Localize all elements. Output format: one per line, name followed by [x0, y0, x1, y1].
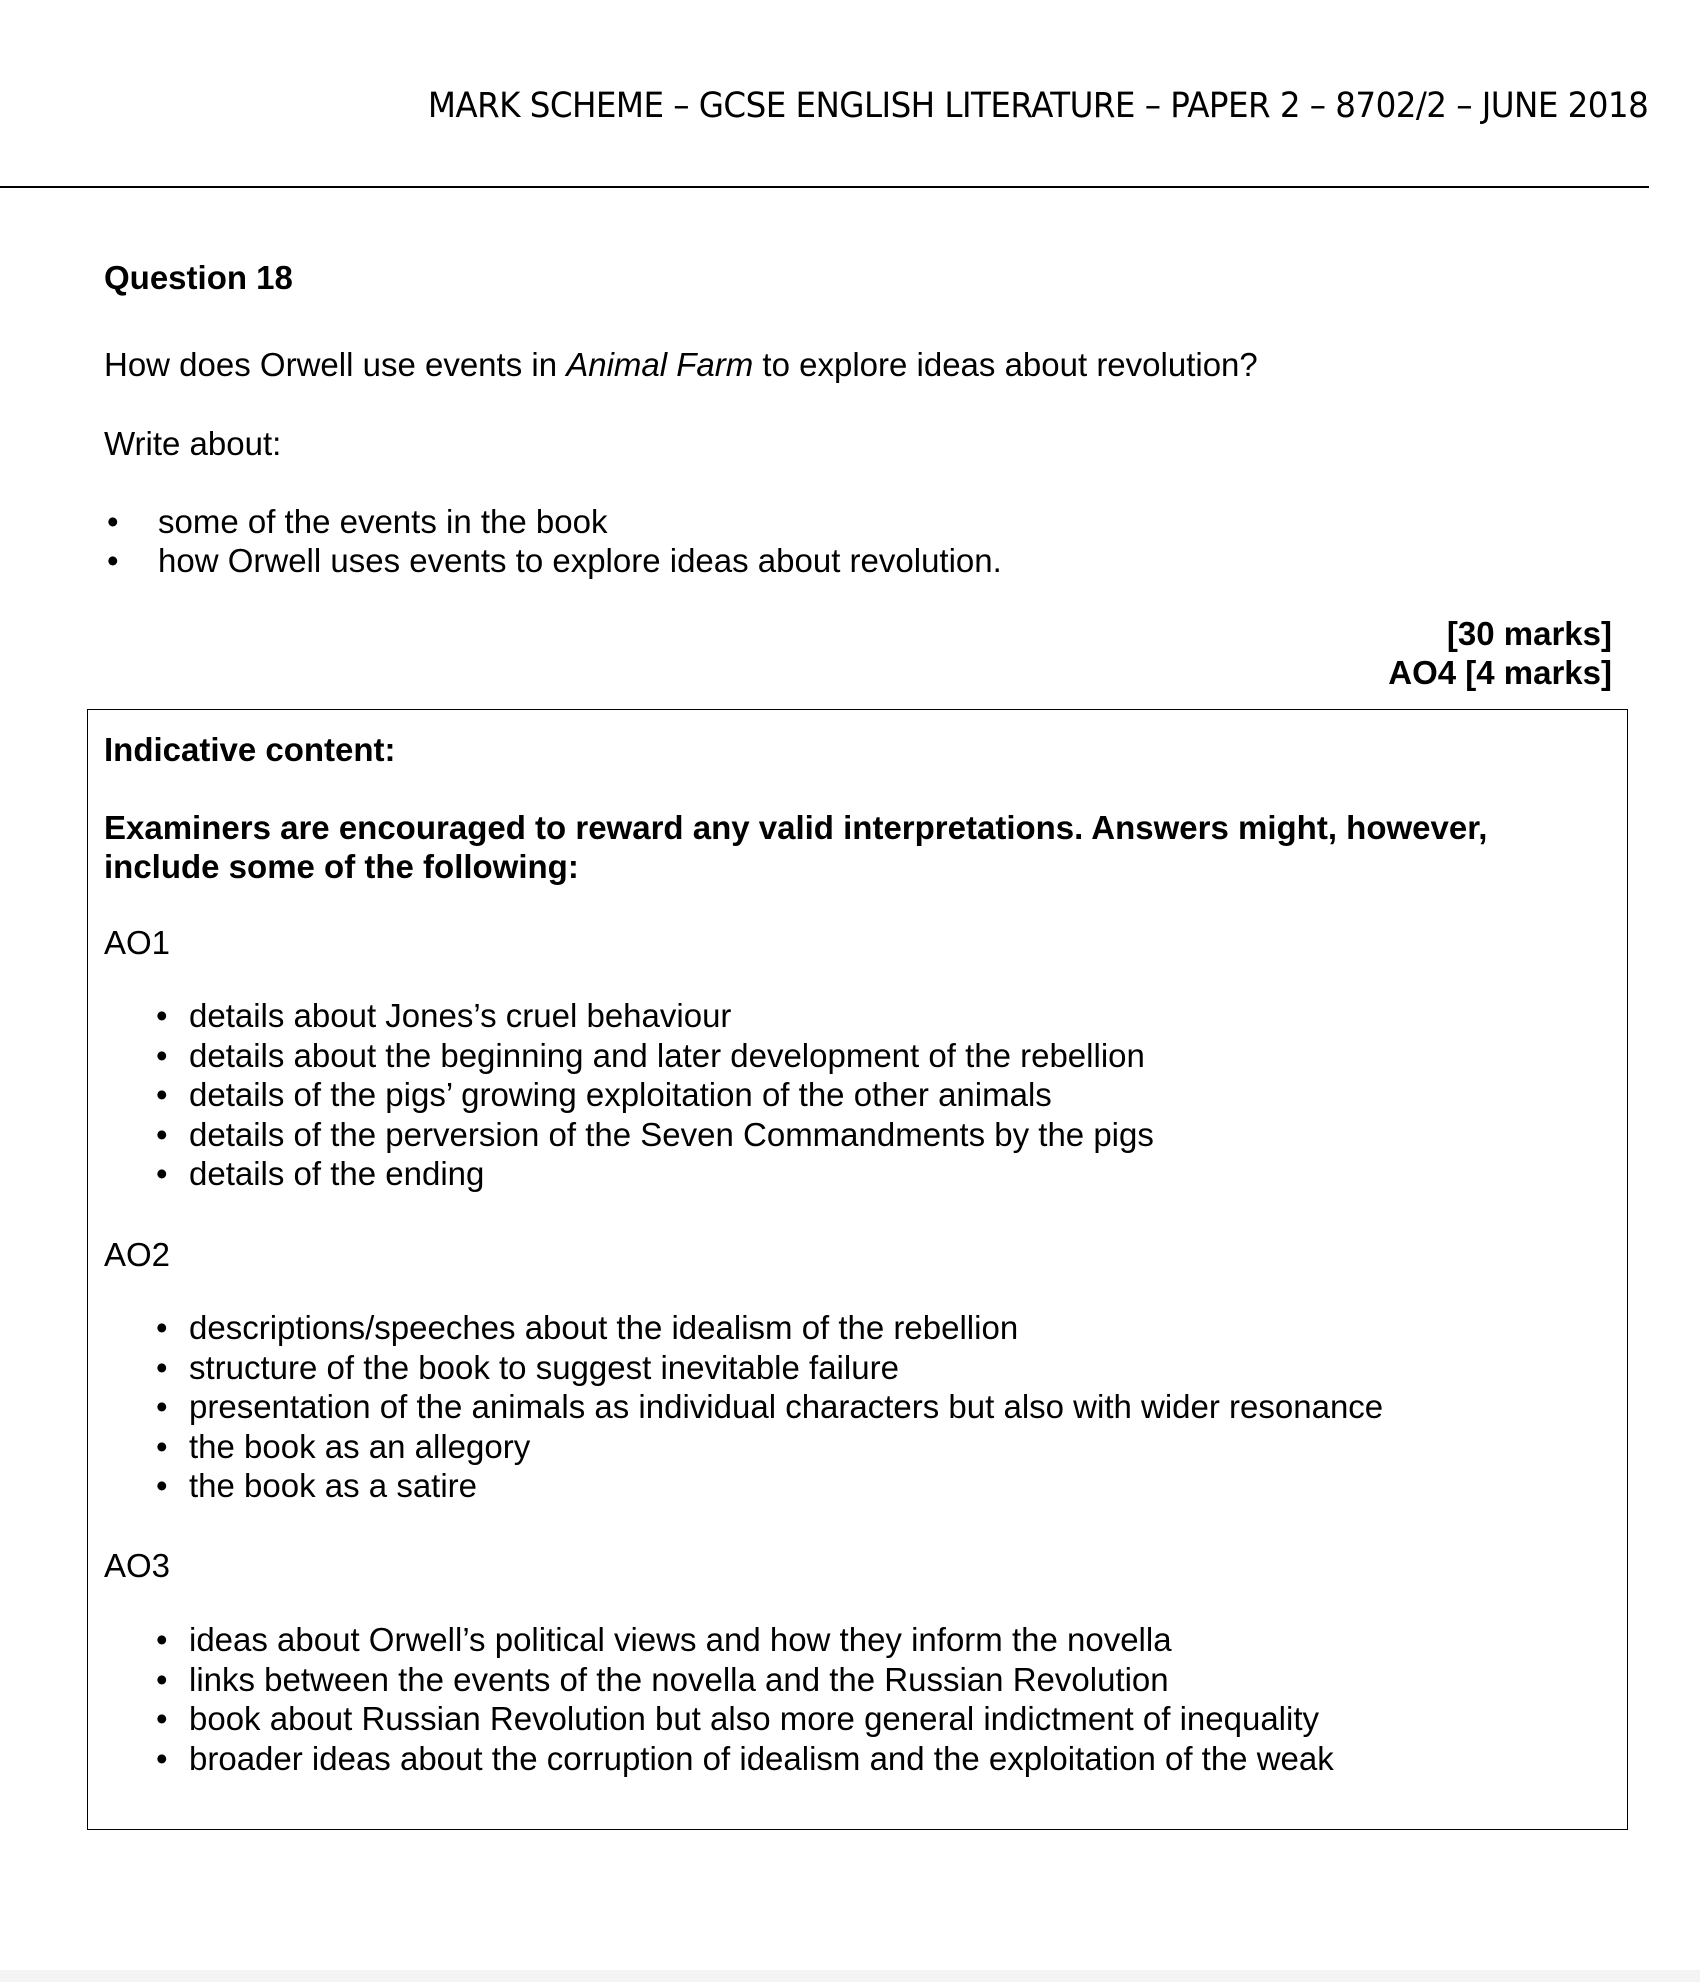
bullet-icon: • — [156, 1076, 168, 1113]
bullet-text: how Orwell uses events to explore ideas about revolution. — [158, 542, 1002, 579]
ao1-item: details of the perversion of the Seven Commandments by the pigs — [189, 1115, 1154, 1153]
indicative-content-title: Indicative content: — [104, 731, 396, 768]
bullet-icon: • — [156, 1155, 168, 1192]
question-title: Question 18 — [104, 259, 293, 296]
ao2-list — [104, 1308, 1383, 1506]
list-item — [104, 1115, 1154, 1155]
ao1-item: details about Jones’s cruel behaviour — [189, 997, 732, 1034]
list-item — [104, 1620, 1334, 1660]
bullet-icon: • — [107, 542, 119, 579]
list-item — [104, 1739, 1334, 1779]
header-divider — [0, 186, 1649, 188]
bullet-icon: • — [156, 1388, 168, 1425]
ao2-item: the book as a satire — [189, 1467, 478, 1504]
ao1-item: details about the beginning and later development of the rebellion — [189, 1036, 1145, 1074]
list-item — [104, 502, 1002, 541]
ao1-item: details of the ending — [189, 1155, 485, 1192]
prompt-text-start: How does Orwell use events in — [104, 346, 567, 383]
list-item — [104, 1154, 1154, 1194]
bullet-icon: • — [156, 1700, 168, 1737]
total-marks: [30 marks] — [1446, 615, 1612, 652]
list-item — [104, 1075, 1154, 1115]
marks-allocation — [1388, 614, 1612, 692]
ao2-item: presentation of the animals as individual characters but also with wider resonance — [189, 1388, 1384, 1425]
bullet-icon: • — [156, 1739, 168, 1777]
write-about-label: Write about: — [104, 425, 282, 462]
list-item — [104, 1348, 1383, 1388]
ao3-item: links between the events of the novella and the Russian Revolution — [189, 1660, 1169, 1698]
book-title: Animal Farm — [566, 346, 754, 383]
ao3-list — [104, 1620, 1334, 1778]
bullet-icon: • — [156, 1036, 168, 1074]
prompt-text-end: to explore ideas about revolution? — [753, 346, 1258, 383]
indicative-content-box — [87, 709, 1628, 1830]
question-bullets — [104, 502, 1002, 580]
ao3-item: ideas about Orwell’s political views and how they inform the novella — [189, 1621, 1172, 1658]
bullet-icon: • — [156, 997, 168, 1034]
list-item — [104, 1427, 1383, 1467]
bullet-icon: • — [107, 503, 119, 540]
list-item — [104, 996, 1154, 1036]
ao2-item: the book as an allegory — [189, 1427, 531, 1465]
question-prompt — [104, 345, 1258, 385]
list-item — [104, 1387, 1383, 1427]
bullet-icon: • — [156, 1115, 168, 1153]
bullet-icon: • — [156, 1660, 168, 1698]
list-item — [104, 1660, 1334, 1700]
list-item — [104, 1308, 1383, 1348]
bullet-icon: • — [156, 1309, 168, 1346]
page-bottom-edge — [0, 1970, 1700, 1982]
ao3-item: book about Russian Revolution but also more general indictment of inequality — [189, 1700, 1320, 1737]
bullet-icon: • — [156, 1427, 168, 1465]
ao3-heading: AO3 — [104, 1547, 171, 1584]
ao2-item: descriptions/speeches about the idealism of the rebellion — [189, 1309, 1019, 1346]
list-item — [104, 1699, 1334, 1739]
ao1-item: details of the pigs’ growing exploitation of the other animals — [189, 1076, 1052, 1113]
ao2-item: structure of the book to suggest inevitable failure — [189, 1348, 899, 1386]
indicative-content-intro: Examiners are encouraged to reward any valid interpretations. Answers might, however, include some of the following: — [104, 809, 1488, 885]
ao4-marks: AO4 [4 marks] — [1388, 654, 1612, 691]
list-item — [104, 1466, 1383, 1506]
bullet-text: some of the events in the book — [158, 503, 608, 540]
list-item — [104, 541, 1002, 580]
list-item — [104, 1036, 1154, 1076]
bullet-icon: • — [156, 1348, 168, 1386]
ao1-heading: AO1 — [104, 924, 171, 961]
bullet-icon: • — [156, 1621, 168, 1658]
bullet-icon: • — [156, 1467, 168, 1504]
ao2-heading: AO2 — [104, 1236, 171, 1273]
page-header: MARK SCHEME – GCSE ENGLISH LITERATURE – PAPER 2 – 8702/2 – JUNE 2018 — [427, 86, 1648, 126]
ao3-item: broader ideas about the corruption of idealism and the exploitation of the weak — [189, 1739, 1334, 1777]
ao1-list — [104, 996, 1154, 1194]
